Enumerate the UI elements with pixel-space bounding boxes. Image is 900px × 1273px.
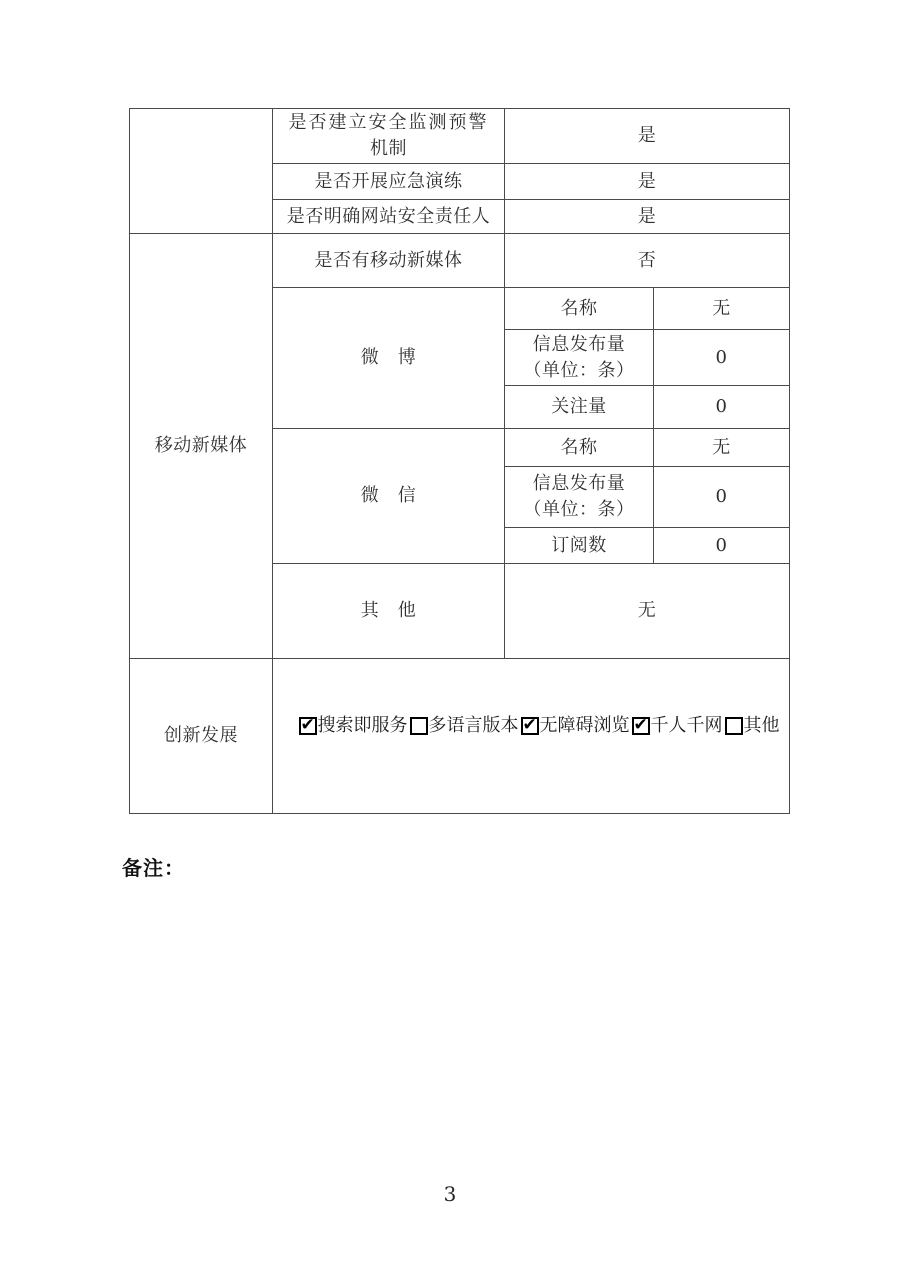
security-label-monitoring: [273, 109, 505, 164]
weibo-posts-label-line1: 信息发布量: [532, 333, 626, 355]
wechat-posts-label-line2: （单位：条）: [523, 499, 635, 520]
wechat-name-value: 无: [654, 429, 790, 467]
weibo-followers-label: 关注量: [505, 386, 654, 429]
innovation-option-other: [723, 713, 780, 739]
innovation-option-multilang: [408, 713, 519, 739]
weibo-posts-label-line2: （单位：条）: [523, 359, 635, 381]
innovation-option-search: [297, 713, 408, 739]
has-mobile-value: 否: [505, 234, 790, 288]
security-label-line1: 是否建立安全监测预警: [288, 112, 489, 133]
weibo-name-label: 名称: [505, 288, 654, 330]
has-mobile-label: 是否有移动新媒体: [273, 234, 505, 288]
innovation-option-label: 无障碍浏览: [539, 715, 630, 736]
security-value-monitoring: 是: [505, 109, 790, 164]
other-media-value: 无: [505, 564, 790, 659]
weibo-name-value: 无: [654, 288, 790, 330]
wechat-posts-label: [505, 467, 654, 528]
innovation-option-label: 其他: [743, 715, 780, 736]
innovation-option-personalized: [630, 713, 723, 739]
weibo-posts-label: [505, 330, 654, 386]
table-row-has-mobile: [130, 234, 790, 288]
wechat-posts-value: 0: [654, 467, 790, 528]
security-label-line2: 机制: [370, 138, 407, 159]
innovation-option-label: 千人千网: [650, 715, 723, 736]
wechat-subscribers-label: 订阅数: [505, 528, 654, 564]
innovation-option-label: 搜索即服务: [317, 715, 408, 736]
security-label-drill: 是否开展应急演练: [273, 164, 505, 200]
checkbox-personalized-web[interactable]: [632, 717, 650, 735]
wechat-subscribers-value: 0: [654, 528, 790, 564]
weibo-posts-value: 0: [654, 330, 790, 386]
security-value-drill: 是: [505, 164, 790, 200]
checkbox-search-as-service[interactable]: [299, 717, 317, 735]
innovation-option-label: 多语言版本: [428, 715, 519, 736]
innovation-options-cell: [273, 659, 790, 814]
mobile-media-group-cell: 移动新媒体: [130, 234, 273, 659]
table-row-innovation: [130, 659, 790, 814]
innovation-options-line: [277, 713, 785, 739]
security-value-responsible: 是: [505, 200, 790, 234]
checkbox-multilanguage[interactable]: [410, 717, 428, 735]
checkbox-other[interactable]: [725, 717, 743, 735]
annual-report-table: [129, 108, 790, 814]
wechat-name-label: 名称: [505, 429, 654, 467]
weibo-group-cell: 微 博: [273, 288, 505, 429]
security-group-cell: [130, 109, 273, 234]
innovation-group-cell: 创新发展: [130, 659, 273, 814]
other-media-label: 其 他: [273, 564, 505, 659]
table-row-security-1: [130, 109, 790, 164]
innovation-option-accessibility: [519, 713, 630, 739]
checkbox-accessibility[interactable]: [521, 717, 539, 735]
weibo-followers-value: 0: [654, 386, 790, 429]
wechat-group-cell: 微 信: [273, 429, 505, 564]
page-number: 3: [443, 1182, 457, 1206]
security-label-responsible: 是否明确网站安全责任人: [273, 200, 505, 234]
notes-label: 备注：: [122, 856, 185, 880]
wechat-posts-label-line1: 信息发布量: [532, 473, 626, 494]
